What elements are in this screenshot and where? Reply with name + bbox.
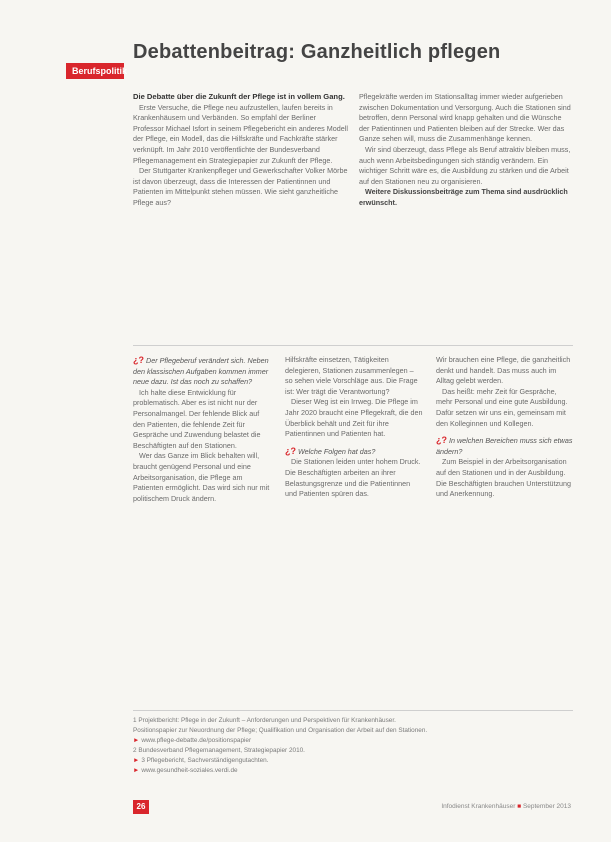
- closing-note: Weitere Diskussionsbeiträge zum Thema sind ausdrücklich erwünscht.: [359, 187, 568, 207]
- footer-separator-icon: ■: [517, 803, 523, 810]
- question-mark-icon: ¿?: [285, 445, 296, 456]
- intro-paragraph-3: Pflegekräfte werden im Stationsalltag immer wieder aufgerieben zwischen Dokumentation und Versorgung. Auch die Stationen sind betroffen, denn Personal wird knapp gehalten und die Wünsche der Patientinnen und Patienten bleiben auf der Strecke. Wer das Ganze sehen will, muss die Zusammenhänge kennen.: [359, 92, 571, 144]
- question-2: ¿? Welche Folgen hat das?: [285, 445, 376, 456]
- intro-column-left: [133, 92, 348, 209]
- footnote-link[interactable]: ► www.gesundheit-soziales.verdi.de: [133, 767, 238, 774]
- answer-paragraph-7: Das heißt: mehr Zeit für Gespräche, mehr Personal und eine gute Ausbildung. Dafür setzen wir uns ein, gemeinsam mit den Kolleginnen und Kollegen.: [436, 386, 568, 428]
- answer-paragraph-2: Wer das Ganze im Blick behalten will, braucht genügend Personal und eine Arbeitsorganisation, die Pflege am Patienten ermöglicht. Das wird sich nur mit politischem Druck ändern.: [133, 451, 270, 503]
- page-footer: [381, 803, 571, 810]
- interview-column-1: [133, 355, 271, 504]
- footer-date: September 2013: [522, 803, 571, 810]
- arrow-right-icon: ►: [133, 767, 140, 774]
- page-number: 26: [133, 800, 149, 814]
- question-mark-icon: ¿?: [133, 355, 144, 365]
- footnote-line: Positionspapier zur Neuordnung der Pflege; Qualifikation und Organisation der Arbeit auf den Stationen.: [133, 727, 428, 734]
- question-3: ¿? In welchen Bereichen muss sich etwas ändern?: [436, 435, 573, 456]
- footnote-line: 1 Projektbericht: Pflege in der Zukunft – Anforderungen und Perspektiven für Krankenhäuser.: [133, 717, 396, 724]
- footnote-link[interactable]: ► www.pflege-debatte.de/positionspapier: [133, 737, 252, 744]
- footnote-line: 2 Bundesverband Pflegemanagement, Strategiepapier 2010.: [133, 747, 305, 754]
- intro-column-right: [359, 92, 573, 209]
- answer-paragraph-6: Wir brauchen eine Pflege, die ganzheitlich denkt und handelt. Das muss auch im Alltag gelebt werden.: [436, 355, 571, 386]
- footnote-divider: [133, 710, 573, 711]
- question-1: ¿? Der Pflegeberuf verändert sich. Neben den klassischen Aufgaben kommen immer neue dazu. Ist das noch zu schaffen?: [133, 355, 269, 387]
- interview-column-2: [285, 355, 423, 500]
- intro-lead: Die Debatte über die Zukunft der Pflege ist in vollem Gang.: [133, 92, 345, 101]
- answer-paragraph-5: Die Stationen leiden unter hohem Druck. Die Beschäftigten arbeiten an ihrer Belastungsgrenze und die Patientinnen und Patienten spüren das.: [285, 457, 421, 499]
- footnotes: [133, 716, 573, 776]
- intro-paragraph-1: Erste Versuche, die Pflege neu aufzustellen, laufen bereits in Krankenhäusern und Verbänden. So empfahl der Berliner Professor Michael Isfort in seinem Pflegebericht ein anderes Modell der Pflege, ein Modell, das die Hilfskräfte und Fachkräfte stärker verknüpft. Im Jahr 2010 veröffentlichte der Bundesverband Pflegemanagement ein Strategiepapier zur Zukunft der Pflege.: [133, 102, 348, 165]
- page-title: Debattenbeitrag: Ganzheitlich pflegen: [133, 41, 501, 63]
- arrow-right-icon: ►: [133, 737, 140, 744]
- intro-paragraph-2: Der Stuttgarter Krankenpfleger und Gewerkschafter Volker Mörbe ist davon überzeugt, dass die Interessen der Patientinnen und Patienten im Mittelpunkt stehen müssen. Wie sieht ganzheitliche Pflege aus?: [133, 166, 348, 207]
- question-mark-icon: ¿?: [436, 435, 447, 446]
- answer-paragraph-4: Dieser Weg ist ein Irrweg. Die Pflege im Jahr 2020 braucht eine Pflegekraft, die den Überblick behält und Zeit für ihre Patientinnen und Patienten hat.: [285, 397, 423, 439]
- footer-publication: Infodienst Krankenhäuser: [441, 803, 516, 810]
- arrow-right-icon: ►: [133, 757, 140, 764]
- footnote-link[interactable]: ► 3 Pflegebericht, Sachverständigengutachten.: [133, 757, 269, 764]
- answer-paragraph-3: Hilfskräfte einsetzen, Tätigkeiten delegieren, Stationen zusammenlegen – so sehen viele Vorschläge aus. Die Frage ist: Wer trägt die Verantwortung?: [285, 355, 418, 396]
- answer-paragraph-8: Zum Beispiel in der Arbeitsorganisation auf den Stationen und in der Ausbildung. Die Beschäftigten brauchen Unterstützung und Anerkennung.: [436, 457, 572, 499]
- section-divider: [133, 345, 573, 346]
- answer-paragraph-1: Ich halte diese Entwicklung für problematisch. Aber es ist nicht nur der Personalmangel. Der fehlende Blick auf den Patienten, die fehlende Zeit für Gespräche und Zuwendung belastet die Beschäftigten auf den Stationen.: [133, 387, 261, 450]
- intro-paragraph-4: Wir sind überzeugt, dass Pflege als Beruf attraktiv bleiben muss, auch wenn Arbeitsbedingungen sich ständig verändern. Ein wichtiger Schritt wäre es, die Ausbildung zu stärken und die Arbeit auf den Stationen neu zu organisieren.: [359, 144, 571, 186]
- section-tab: Berufspolitik: [66, 63, 124, 79]
- interview-column-3: [436, 355, 573, 500]
